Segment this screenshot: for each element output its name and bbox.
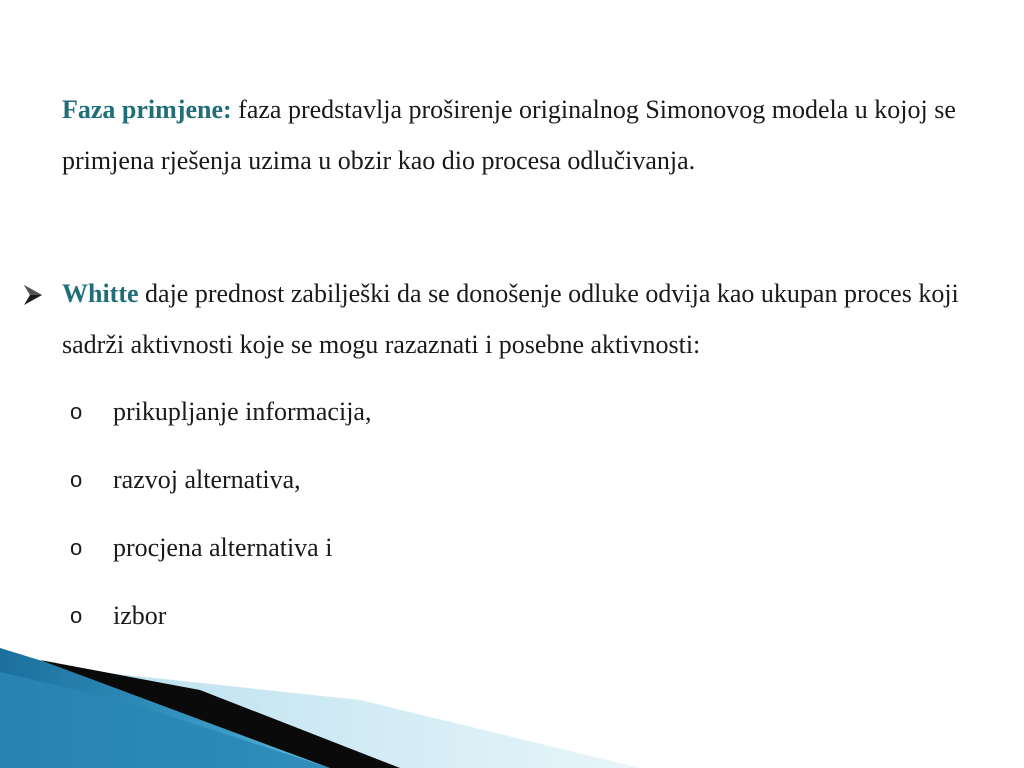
circle-bullet-icon: o bbox=[70, 467, 83, 492]
circle-bullet-icon: o bbox=[70, 535, 83, 560]
paragraph-implementation-phase bbox=[62, 84, 1012, 186]
list-item bbox=[0, 521, 1024, 589]
circle-bullet-icon: o bbox=[70, 603, 83, 628]
decor-blue-front bbox=[0, 672, 330, 768]
paragraph-lead-term: Whitte bbox=[62, 279, 139, 308]
list-item bbox=[0, 589, 1024, 657]
paragraph-body-text: faza predstavlja proširenje originalnog Simonovog modela u kojoj se primjena rješenja uzima u obzir kao dio procesa odlučivanja. bbox=[62, 95, 956, 175]
paragraph-lead-term: Faza primjene: bbox=[62, 95, 232, 124]
paragraph-whitte bbox=[62, 268, 1012, 370]
arrow-bullet-icon bbox=[22, 284, 44, 306]
decor-pale-band bbox=[60, 668, 640, 768]
decor-black-band bbox=[40, 660, 400, 768]
decor-blue-band bbox=[0, 648, 380, 768]
list-item-label: procjena alternativa i bbox=[113, 533, 333, 562]
list-item bbox=[0, 453, 1024, 521]
list-item-label: razvoj alternativa, bbox=[113, 465, 301, 494]
list-item-label: izbor bbox=[113, 601, 167, 630]
circle-bullet-icon: o bbox=[70, 399, 83, 424]
list-item bbox=[0, 385, 1024, 453]
list-item-label: prikupljanje informacija, bbox=[113, 397, 372, 426]
paragraph-body-text: daje prednost zabilješki da se donošenje odluke odvija kao ukupan proces koji sadrži aktivnosti koje se mogu razaznati i posebne aktivnosti: bbox=[62, 279, 959, 359]
activity-list bbox=[0, 385, 1024, 657]
